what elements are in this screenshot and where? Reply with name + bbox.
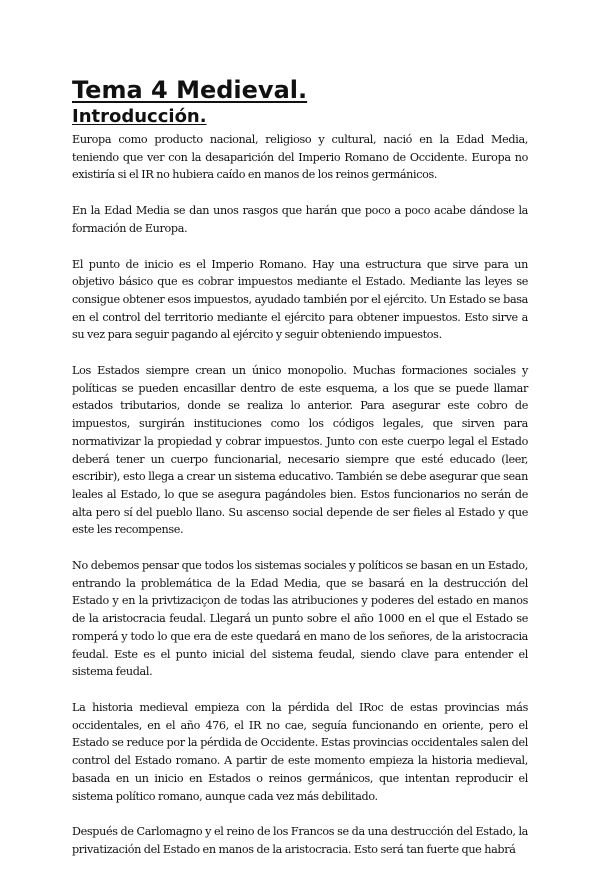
paragraph-5: No debemos pensar que todos los sistemas sociales y políticos se basan en un Estado, entrando la problemática de la Edad Media, que se basará en la destrucción del Estado y en la privtizaciçon de todas las atribuciones y poderes del estado en manos de la aristocracia feudal. Llegará un punto sobre el año 1000 en el que el Estado se romperá y todo lo que era de este quedará en mano de los señores, de la aristocracia feudal. Este es el punto inicial del sistema feudal, siendo clave para entender el sistema feudal. xyxy=(72,559,528,679)
paragraph-3: El punto de inicio es el Imperio Romano. Hay una estructura que sirve para un objetivo básico que es cobrar impuestos mediante el Estado. Mediante las leyes se consigue obtener esos impuestos, ayudado también por el ejército. Un Estado se basa en el control del territorio mediante el ejército para obtener impuestos. Esto sirve a su vez para seguir pagando al ejército y seguir obteniendo impuestos. xyxy=(72,257,528,342)
document-body xyxy=(72,76,528,877)
paragraph-1: Europa como producto nacional, religioso y cultural, nació en la Edad Media, teniendo que ver con la desaparición del Imperio Romano de Occidente. Europa no existiría si el IR no hubiera caído en manos de los reinos germánicos. xyxy=(72,133,528,182)
paragraph-4: Los Estados siempre crean un único monopolio. Muchas formaciones sociales y políticas se pueden encasillar dentro de este esquema, a los que se puede llamar estados tributarios, donde se realiza lo anterior. Para asegurar este cobro de impuestos, surgirán instituciones como los códigos legales, que sirven para normativizar la propiedad y cobrar impuestos. Junto con este cuerpo legal el Estado deberá tener un cuerpo funcionarial, necesario siempre que esté educado (leer, escribir), esto llega a crear un sistema educativo. También se debe asegurar que sean leales al Estado, lo que se asegura pagándoles bien. Estos funcionarios no serán de alta pero sí del pueblo llano. Su ascenso social depende de ser fieles al Estado y que este les recompense. xyxy=(72,364,528,537)
paragraph-6: La historia medieval empieza con la pérdida del IRoc de estas provincias más occidentales, en el año 476, el IR no cae, seguía funcionando en oriente, pero el Estado se reduce por la pérdida de Occidente. Estas provincias occidentales salen del control del Estado romano. A partir de este momento empieza la historia medieval, basada en un inicio en Estados o reinos germánicos, que intentan reproducir el sistema político romano, aunque cada vez más debilitado. xyxy=(72,700,528,803)
paragraph-2: En la Edad Media se dan unos rasgos que harán que poco a poco acabe dándose la formación de Europa. xyxy=(72,204,528,235)
paragraph-7: Después de Carlomagno y el reino de los Francos se da una destrucción del Estado, la privatización del Estado en manos de la aristocracia. Esto será tan fuerte que habrá xyxy=(72,825,528,856)
section-heading: Introducción. xyxy=(72,106,207,127)
document-title: Tema 4 Medieval. xyxy=(72,76,308,104)
